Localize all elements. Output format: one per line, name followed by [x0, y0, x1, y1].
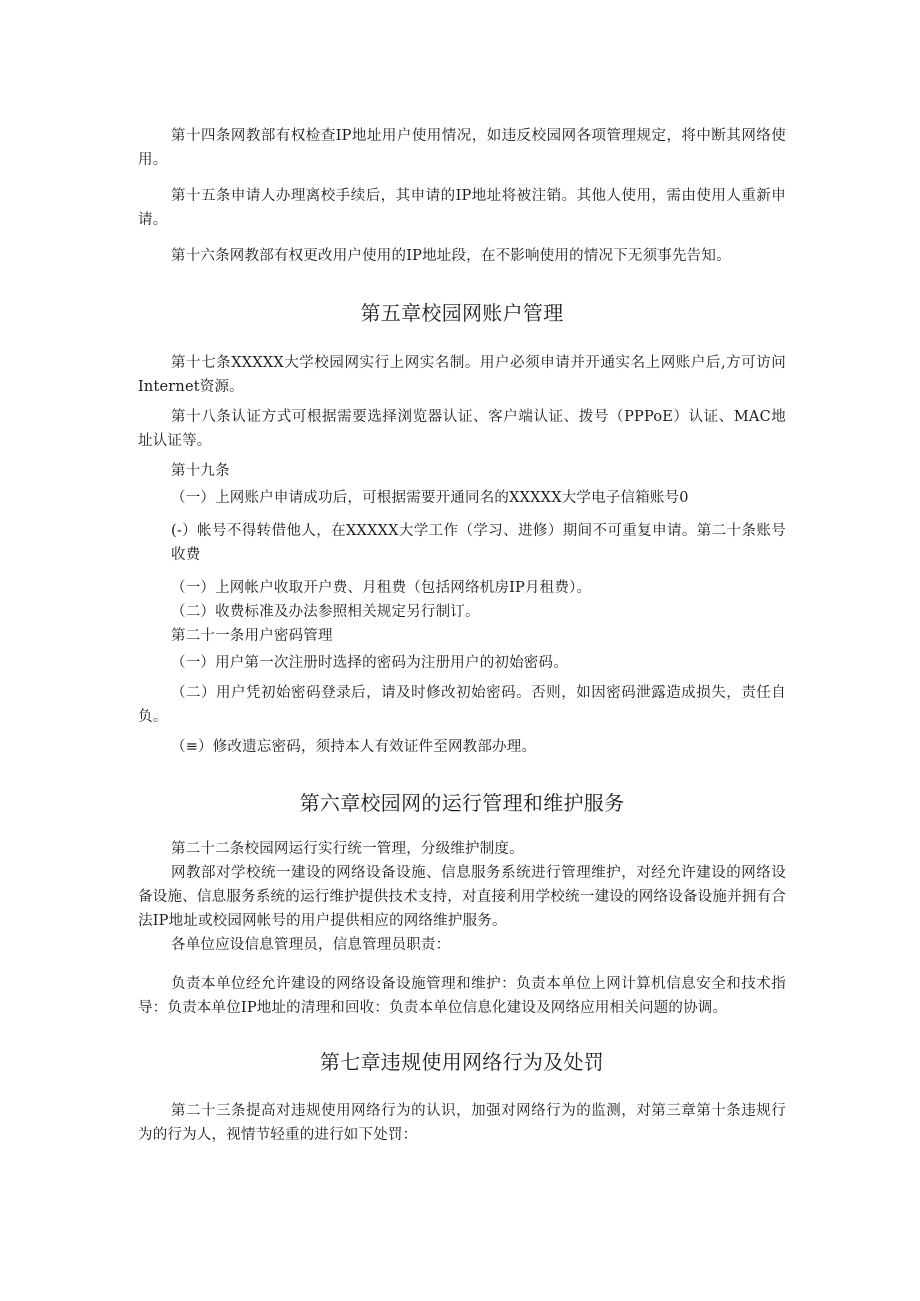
article-21-item-2: （二）用户凭初始密码登录后，请及时修改初始密码。否则，如因密码泄露造成损失，责任自负。 — [138, 685, 786, 725]
article-18: 第十八条认证方式可根据需要选择浏览器认证、客户端认证、拨号（PPPoE）认证、MAC地址认证等。 — [138, 409, 786, 449]
article-22-paragraph-a: 网教部对学校统一建设的网络设备设施、信息服务系统进行管理维护，对经允许建设的网络设备设施、信息服务系统的运行维护提供技术支持，对直接利用学校统一建设的网络设备设施并拥有合法IP地址或校园网帐号的用户提供相应的网络维护服务。 — [138, 865, 786, 929]
chapter-5-heading: 第五章校园网账户管理 — [360, 301, 564, 325]
article-21-item-1: （一）用户第一次注册时选择的密码为注册用户的初始密码。 — [171, 655, 568, 671]
article-20-item-2: （二）收费标准及办法参照相关规定另行制订。 — [171, 604, 480, 620]
article-15: 第十五条申请人办理离校手续后，其申请的IP地址将被注销。其他人使用，需由使用人重新申请。 — [138, 188, 786, 228]
chapter-6-heading: 第六章校园网的运行管理和维护服务 — [299, 791, 625, 815]
article-17: 第十七条XXXXX大学校园网实行上网实名制。用户必须申请并开通实名上网账户后,方可访问Internet资源。 — [138, 355, 786, 395]
article-20-item-1: （一）上网帐户收取开户费、月租费（包括网络机房IP月租费）。 — [171, 580, 592, 596]
document-page — [138, 124, 786, 1147]
chapter-7-heading: 第七章违规使用网络行为及处罚 — [319, 1050, 605, 1074]
article-14: 第十四条网教部有权检查IP地址用户使用情况，如违反校园网各项管理规定，将中断其网络使用。 — [138, 128, 786, 168]
article-19-item-2: (-）帐号不得转借他人，在XXXXX大学工作（学习、进修）期间不可重复申请。第二十条账号收费 — [171, 523, 786, 563]
article-19: 第十九条 — [171, 463, 230, 479]
article-19-item-1: （一）上网账户申请成功后，可根据需要开通同名的XXXXX大学电子信箱账号0 — [171, 490, 689, 506]
article-21: 第二十一条用户密码管理 — [171, 628, 333, 644]
article-23: 第二十三条提高对违规使用网络行为的认识，加强对网络行为的监测，对第三章第十条违规行为的行为人，视情节轻重的进行如下处罚： — [138, 1103, 786, 1143]
article-22-paragraph-b: 各单位应设信息管理员，信息管理员职责： — [171, 937, 451, 953]
article-16: 第十六条网教部有权更改用户使用的IP地址段，在不影响使用的情况下无须事先告知。 — [171, 248, 731, 264]
article-22: 第二十二条校园网运行实行统一管理，分级维护制度。 — [171, 841, 524, 857]
article-21-item-3: （≡）修改遗忘密码，须持本人有效证件至网教部办理。 — [171, 739, 537, 755]
article-22-paragraph-c: 负责本单位经允许建设的网络设备设施管理和维护：负责本单位上网计算机信息安全和技术指导：负责本单位IP地址的清理和回收：负责本单位信息化建设及网络应用相关问题的协调。 — [138, 976, 786, 1016]
